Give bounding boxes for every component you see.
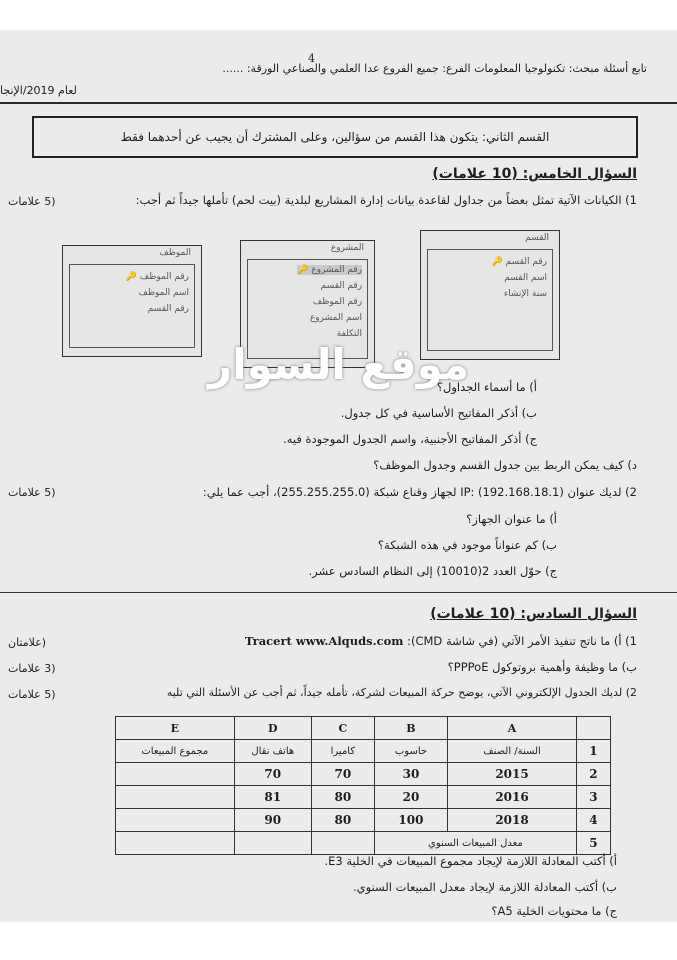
cell-E4 [116,809,235,832]
q6-part1-a-marks: (علامتان [8,636,47,649]
cell-E1: مجموع المبيعات [116,740,235,763]
q6-question-c: ج) ما محتويات الخلية A5؟ [491,904,617,918]
row-number: 3 [576,786,610,809]
q5-part2-marks: (5 علامات [8,486,56,499]
q5-part2-question-c: ج) حوّل العدد 2(10010) إلى النظام السادس عشر. [308,564,557,578]
column-letters-row [116,717,611,740]
header-text: تابع أسئلة مبحث: تكنولوجيا المعلومات الفرع: جميع الفروع عدا العلمي والصناعي الورقة: ...... [222,62,647,75]
q5-question-a: أ) ما أسماء الجداول؟ [436,380,537,394]
cell-A1: السنة/ الصنف [448,740,577,763]
entity-field: 🔑 رقم المشروع [297,265,362,275]
entity-project-name: المشروع [330,243,364,253]
cell-E3 [116,786,235,809]
watermark: موقع السوار [208,340,469,389]
entity-field: اسم المشروع [309,313,362,323]
q6-question-b: ب) أكتب المعادلة اللازمة لإيجاد معدل المبيعات السنوي. [352,880,617,894]
table-row [116,740,611,763]
page-number: 4 [308,52,315,65]
table-row [116,763,611,786]
table-row [116,832,611,855]
q5-part1-marks: (5 علامات [8,195,56,208]
cell-C2: 70 [311,763,374,786]
cell-A2: 2015 [448,763,577,786]
q6-part2-marks: (5 علامات [8,688,56,701]
cell-B4: 100 [374,809,447,832]
entity-field: رقم القسم [147,304,189,314]
q6-question-a: أ) أكتب المعادلة اللازمة لإيجاد مجموع المبيعات في الخلية E3. [324,854,617,868]
entity-field: 🔑 رقم الموظف [125,272,189,282]
entity-department-name: القسم [525,233,549,243]
corner-cell [576,717,610,740]
cell-D5 [234,832,311,855]
entity-field: اسم القسم [504,273,547,283]
q6-title: السؤال السادس: (10 علامات) [430,606,637,622]
column-letter: A [448,717,577,740]
cell-C5 [311,832,374,855]
q5-part2-question-a: أ) ما عنوان الجهاز؟ [466,512,557,526]
table-row [116,786,611,809]
cell-B1: حاسوب [374,740,447,763]
q5-part2-question-b: ب) كم عنواناً موجود في هذه الشبكة؟ [377,538,557,552]
q5-question-b: ب) أذكر المفاتيح الأساسية في كل جدول. [340,406,537,420]
cell-E2 [116,763,235,786]
entity-field: رقم الموظف [312,297,362,307]
section-divider [0,592,677,593]
cell-D2: 70 [234,763,311,786]
q5-part1-text: 1) الكيانات الآتية تمثل بعضاً من جداول لقاعدة بيانات إدارة المشاريع لبلدية (بيت لحم) تأملها جيداً ثم أجب: [135,193,637,207]
cell-B3: 20 [374,786,447,809]
q6-part1-a: 1) أ) ما ناتج تنفيذ الأمر الآتي (في شاشة CMD): Tracert www.Alquds.com [244,634,637,648]
entity-field: رقم القسم [320,281,362,291]
entity-field: التكلفة [336,329,362,339]
row-number: 5 [576,832,610,855]
section-note: القسم الثاني: يتكون هذا القسم من سؤالين، وعلى المشترك أن يجيب عن أحدهما فقط [120,130,550,144]
cell-C1: كاميرا [311,740,374,763]
q6-part2-text: 2) لديك الجدول الإلكتروني الآتي، يوضح حركة المبيعات لشركة، تأمله جيداً، ثم أجب عن الأسئلة التي تليه [166,686,637,699]
entity-field: اسم الموظف [138,288,189,298]
cell-B2: 30 [374,763,447,786]
entity-field: 🔑 رقم القسم [491,257,547,267]
tracert-command: Tracert www.Alquds.com [244,634,404,648]
cell-D1: هاتف نقال [234,740,311,763]
row-number: 4 [576,809,610,832]
q6-part1-b-marks: (3 علامات [8,662,56,675]
cell-A4: 2018 [448,809,577,832]
q5-question-d: د) كيف يمكن الربط بين جدول القسم وجدول الموظف؟ [373,458,637,472]
column-letter: C [311,717,374,740]
table-row [116,809,611,832]
q5-part2-text: 2) لديك عنوان IP: (192.168.18.1) لجهاز وقناع شبكة (255.255.255.0)، أجب عما يلي: [202,485,637,499]
column-letter: B [374,717,447,740]
cell-C3: 80 [311,786,374,809]
q6-part1-b: ب) ما وظيفة وأهمية بروتوكول PPPoE؟ [447,660,637,674]
column-letter: E [116,717,235,740]
header-year: لعام 2019/الإنجا [0,84,77,97]
q5-title: السؤال الخامس: (10 علامات) [432,166,637,182]
row-number: 1 [576,740,610,763]
q5-question-c: ج) أذكر المفاتيح الأجنبية، واسم الجدول الموجودة فيه. [283,432,537,446]
cell-A3: 2016 [448,786,577,809]
header-divider [0,102,677,104]
section-instruction-box [32,116,638,158]
cell-E5 [116,832,235,855]
exam-header [222,62,647,75]
entity-field: سنة الإنشاء [503,289,547,299]
column-letter: D [234,717,311,740]
entity-employee-name: الموظف [159,248,191,258]
spreadsheet-table [115,716,611,855]
exam-page [0,30,677,922]
cell-A5: معدل المبيعات السنوي [374,832,576,855]
cell-D3: 81 [234,786,311,809]
cell-D4: 90 [234,809,311,832]
cell-C4: 80 [311,809,374,832]
row-number: 2 [576,763,610,786]
